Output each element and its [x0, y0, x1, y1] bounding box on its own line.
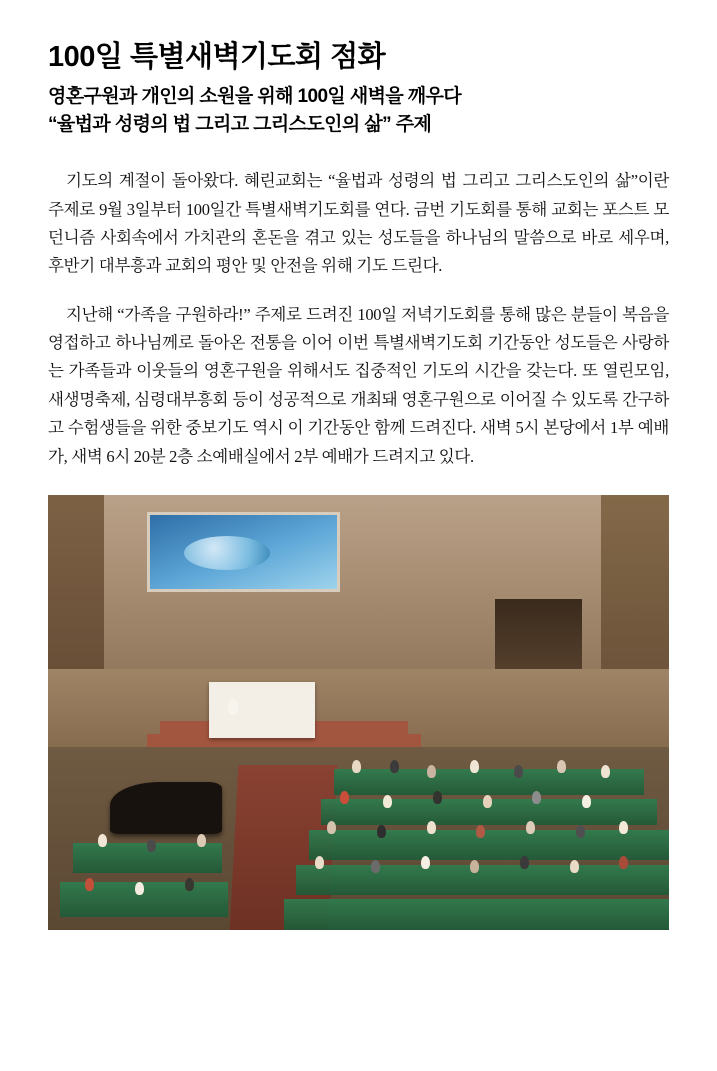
photo-projection-screen	[147, 512, 339, 592]
photo-congregant	[383, 795, 392, 808]
photo-congregant	[197, 834, 206, 847]
photo-congregant	[582, 795, 591, 808]
article-paragraph-1: 기도의 계절이 돌아왔다. 혜린교회는 “율법과 성령의 법 그리고 그리스도인의 삶”이란 주제로 9월 3일부터 100일간 특별새벽기도회를 연다. 금번 기도회를 통해 교회는 포스트 모던니즘 사회속에서 가치관의 혼돈을 겪고 있는 성도들을 하나님의 말씀으로 바로 세우며, 후반기 대부흥과 교회의 평안 및 안전을 위해 기도 드린다.	[48, 171, 669, 276]
church-sanctuary-photo	[48, 495, 669, 930]
photo-congregant	[427, 821, 436, 834]
subheadline-2: “율법과 성령의 법 그리고 그리스도인의 삶” 주제	[48, 113, 432, 135]
photo-congregant	[433, 791, 442, 804]
photo-congregant	[371, 860, 380, 873]
photo-congregant	[570, 860, 579, 873]
photo-congregant	[557, 760, 566, 773]
photo-congregant	[185, 878, 194, 891]
page-title: 100일 특별새벽기도회 점화	[48, 41, 386, 73]
photo-grand-piano	[110, 782, 222, 834]
photo-congregant	[421, 856, 430, 869]
photo-congregant	[526, 821, 535, 834]
photo-congregant	[98, 834, 107, 847]
photo-pew-row	[284, 899, 669, 929]
photo-congregant	[315, 856, 324, 869]
photo-congregant	[147, 839, 156, 852]
photo-congregant	[520, 856, 529, 869]
photo-congregant	[514, 765, 523, 778]
photo-congregant	[483, 795, 492, 808]
photo-congregant	[427, 765, 436, 778]
subheadline-1: 영혼구원과 개인의 소원을 위해 100일 새벽을 깨우다	[48, 86, 462, 108]
photo-pew-row	[334, 769, 645, 795]
photo-pulpit	[209, 682, 315, 739]
photo-pew-row	[309, 830, 669, 860]
photo-congregant	[390, 760, 399, 773]
photo-congregant	[85, 878, 94, 891]
article-paragraph-2: 지난해 “가족을 구원하라!” 주제로 드려진 100일 저녁기도회를 통해 많은 분들이 복음을 영접하고 하나님께로 돌아온 전통을 이어 이번 특별새벽기도회 기간동안 성도들은 사랑하는 가족들과 이웃들의 영혼구원을 위해서도 집중적인 기도의 시간을 갖는다. 또 열린모임, 새생명축제, 심령대부흥회 등이 성공적으로 개최돼 영혼구원으로 이어질 수 있도록 간구하고 수험생들을 위한 중보기도 역시 이 기간동안 함께 드려진다. 새벽 5시 본당에서 1부 예배가, 새벽 6시 20분 2층 소예배실에서 2부 예배가 드려지고 있다.	[48, 304, 669, 466]
photo-congregant	[532, 791, 541, 804]
photo-congregant	[619, 856, 628, 869]
photo-congregant	[352, 760, 361, 773]
photo-congregant	[470, 760, 479, 773]
photo-congregant	[619, 821, 628, 834]
photo-congregant	[470, 860, 479, 873]
photo-congregant	[135, 882, 144, 895]
photo-preacher	[228, 699, 238, 715]
photo-congregant	[327, 821, 336, 834]
photo-congregant	[601, 765, 610, 778]
article-body	[48, 167, 669, 471]
photo-pew-row	[296, 865, 669, 895]
photo-congregant	[377, 825, 386, 838]
photo-congregant	[340, 791, 349, 804]
photo-congregant	[576, 825, 585, 838]
article-photo-wrapper	[48, 495, 669, 930]
